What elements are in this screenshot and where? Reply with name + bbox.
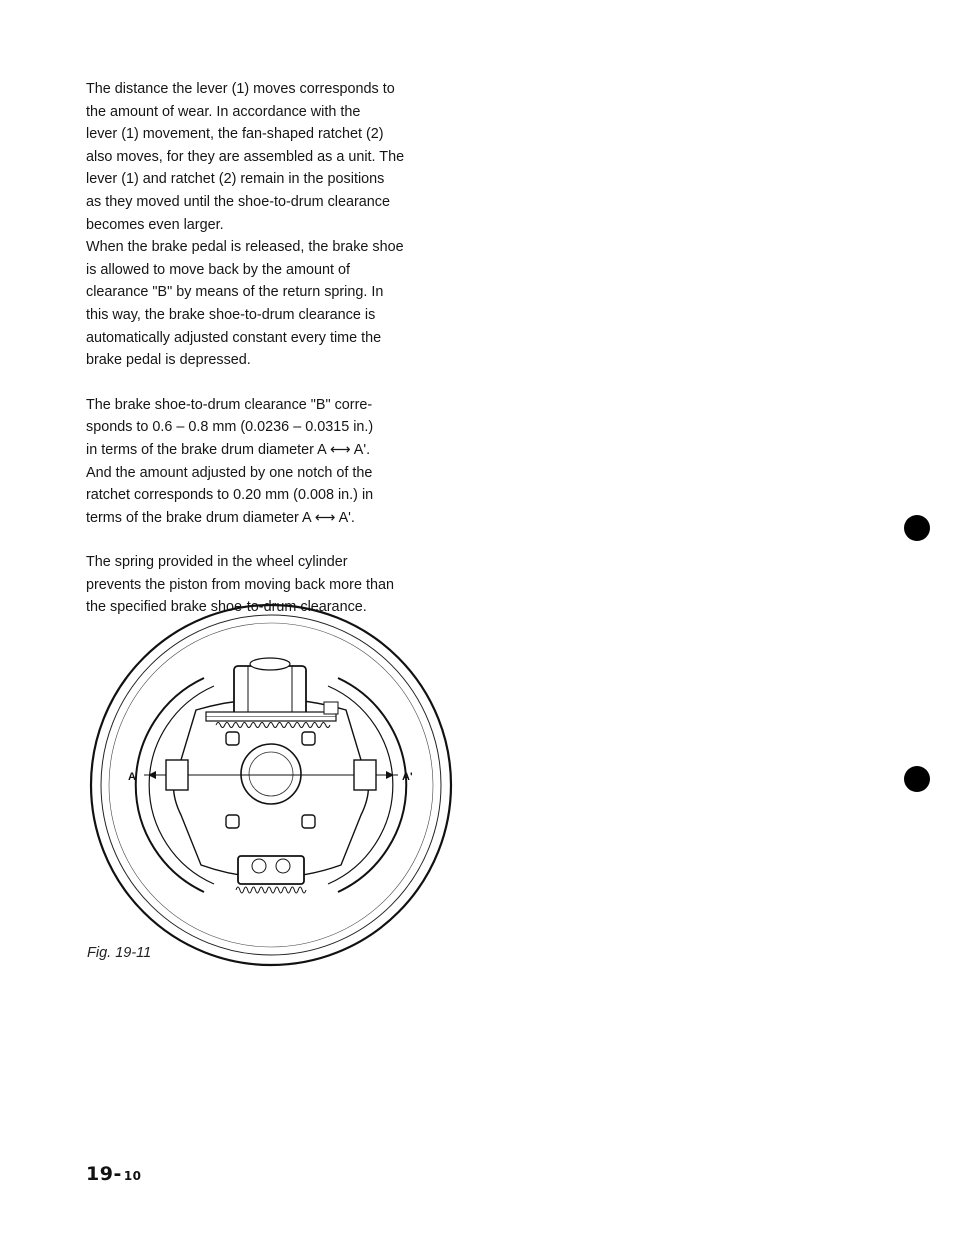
wheel-cylinder bbox=[234, 666, 306, 716]
text-line: becomes even larger. bbox=[86, 216, 224, 233]
text-line: And the amount adjusted by one notch of the bbox=[86, 464, 373, 481]
lower-return-spring bbox=[236, 887, 306, 893]
text-line: The spring provided in the wheel cylinder bbox=[86, 554, 348, 571]
mounting-bolt-hole bbox=[226, 815, 239, 828]
label-a-prime: A' bbox=[402, 771, 413, 783]
upper-return-spring bbox=[216, 723, 330, 728]
page-number-chapter: 19- bbox=[86, 1163, 122, 1185]
text-line: clearance "B" by means of the return spring. In bbox=[86, 284, 384, 301]
text-line: the amount of wear. In accordance with the bbox=[86, 103, 361, 120]
bleeder-screw bbox=[250, 658, 290, 670]
text-line: terms of the brake drum diameter A ⟷ A'. bbox=[86, 509, 355, 526]
text-line: in terms of the brake drum diameter A ⟷ A'. bbox=[86, 441, 371, 458]
text-line: When the brake pedal is released, the brake shoe bbox=[86, 239, 404, 256]
text-line: The brake shoe-to-drum clearance "B" corre- bbox=[86, 396, 373, 413]
mounting-bolt-hole bbox=[302, 815, 315, 828]
anchor-block bbox=[238, 856, 304, 884]
text-line: ratchet corresponds to 0.20 mm (0.008 in.) in bbox=[86, 487, 374, 504]
label-a: A bbox=[128, 771, 136, 783]
text-line: the specified brake shoe-to-drum clearance. bbox=[86, 599, 367, 616]
mounting-bolt-hole bbox=[302, 732, 315, 745]
text-line: The distance the lever (1) moves corresponds to bbox=[86, 81, 395, 97]
text-line: is allowed to move back by the amount of bbox=[86, 261, 350, 278]
text-line: prevents the piston from moving back more than bbox=[86, 576, 394, 593]
hold-down-right bbox=[354, 760, 376, 790]
page-number bbox=[86, 1163, 142, 1185]
page-number-page: 10 bbox=[123, 1169, 142, 1183]
margin-bullet-mark bbox=[904, 766, 930, 792]
paragraph-1 bbox=[86, 78, 442, 372]
text-line: this way, the brake shoe-to-drum clearance is bbox=[86, 306, 376, 323]
text-line: lever (1) and ratchet (2) remain in the positions bbox=[86, 171, 385, 188]
ratchet-block bbox=[324, 702, 338, 714]
body-text bbox=[86, 78, 442, 641]
text-line: as they moved until the shoe-to-drum clearance bbox=[86, 193, 390, 210]
text-line: automatically adjusted constant every time the bbox=[86, 329, 382, 346]
figure-caption: Fig. 19-11 bbox=[87, 945, 152, 961]
paragraph-2 bbox=[86, 394, 442, 530]
mounting-bolt-hole bbox=[226, 732, 239, 745]
text-line: brake pedal is depressed. bbox=[86, 352, 251, 369]
margin-bullet-mark bbox=[904, 515, 930, 541]
brake-drum-diagram bbox=[86, 600, 456, 970]
hub bbox=[241, 744, 301, 804]
hold-down-left bbox=[166, 760, 188, 790]
text-line: sponds to 0.6 – 0.8 mm (0.0236 – 0.0315 in.) bbox=[86, 419, 374, 436]
text-line: lever (1) movement, the fan-shaped ratchet (2) bbox=[86, 126, 384, 143]
text-line: also moves, for they are assembled as a unit. The bbox=[86, 148, 405, 165]
